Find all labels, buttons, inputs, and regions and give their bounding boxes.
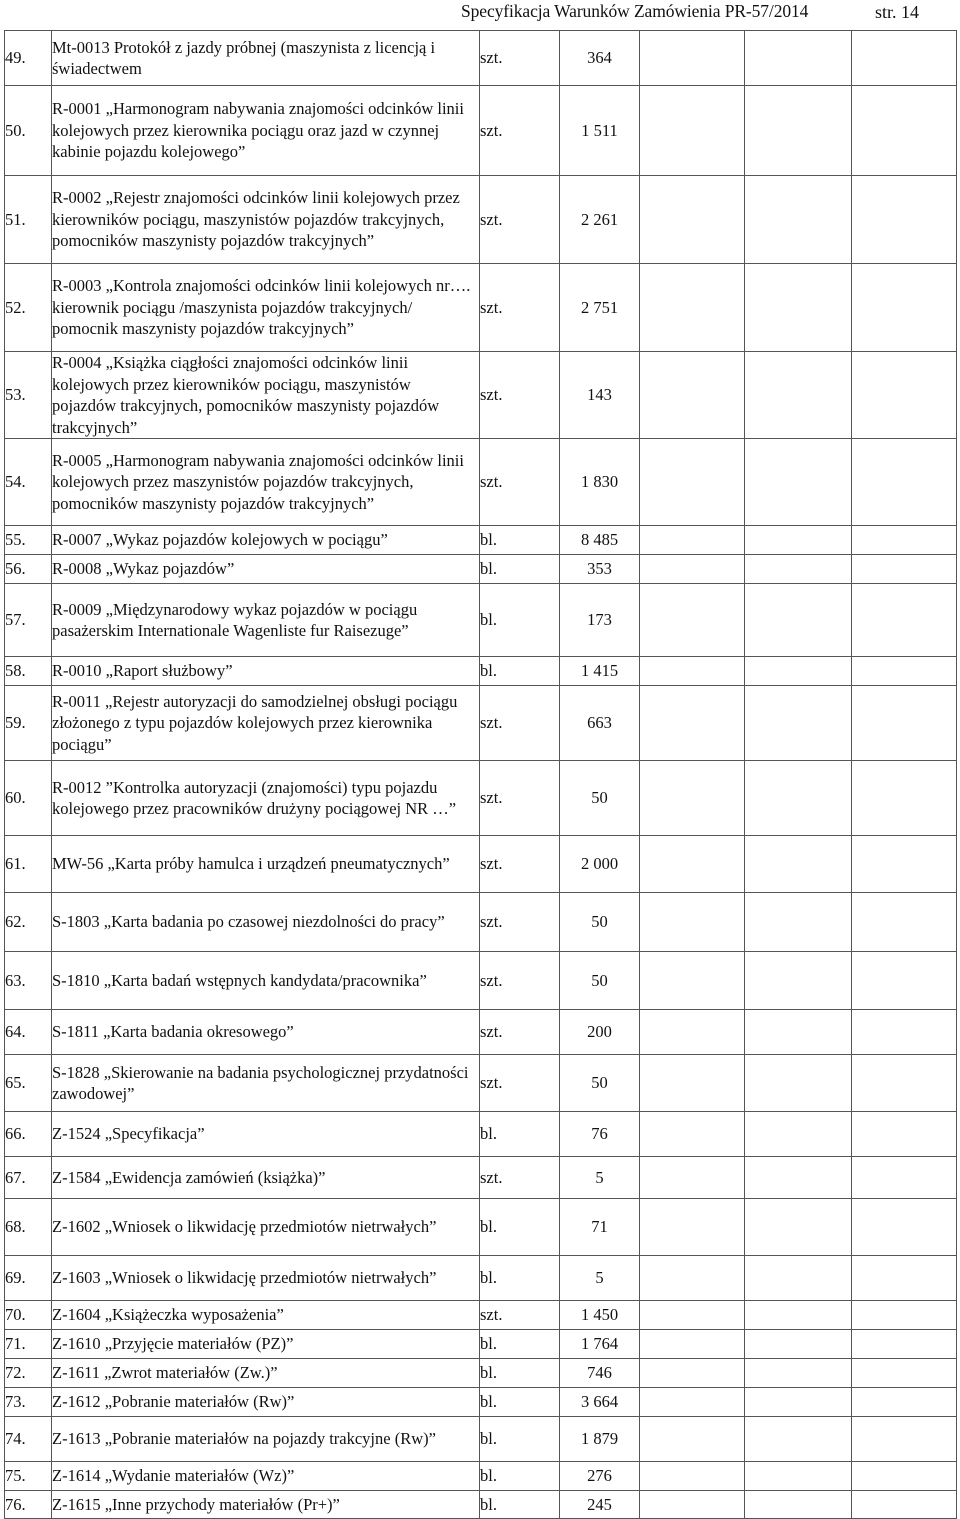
table-row — [5, 1055, 957, 1112]
item-number: 75. — [5, 1462, 52, 1491]
empty-cell — [745, 1491, 852, 1519]
item-name: R-0003 „Kontrola znajomości odcinków linii kolejowych nr…. kierownik pociągu /maszynista pojazdów trakcyjnych/ pomocnik maszynisty pojazdów trakcyjnych” — [52, 264, 480, 352]
empty-cell — [745, 686, 852, 761]
empty-cell — [745, 836, 852, 893]
item-quantity: 200 — [560, 1010, 640, 1055]
empty-cell — [745, 761, 852, 836]
item-quantity: 276 — [560, 1462, 640, 1491]
item-number: 58. — [5, 657, 52, 686]
empty-cell — [640, 761, 745, 836]
item-unit: bl. — [480, 657, 560, 686]
empty-cell — [852, 1359, 957, 1388]
table-row — [5, 439, 957, 526]
item-number: 66. — [5, 1112, 52, 1157]
empty-cell — [745, 952, 852, 1010]
table-row — [5, 1491, 957, 1519]
item-number: 59. — [5, 686, 52, 761]
item-name: Z-1524 „Specyfikacja” — [52, 1112, 480, 1157]
empty-cell — [745, 1388, 852, 1417]
item-unit: bl. — [480, 1199, 560, 1256]
empty-cell — [745, 1359, 852, 1388]
empty-cell — [640, 893, 745, 952]
item-unit: szt. — [480, 176, 560, 264]
empty-cell — [852, 1388, 957, 1417]
empty-cell — [640, 952, 745, 1010]
empty-cell — [640, 1010, 745, 1055]
item-unit: bl. — [480, 1330, 560, 1359]
table-row — [5, 352, 957, 439]
item-quantity: 1 450 — [560, 1301, 640, 1330]
empty-cell — [640, 1388, 745, 1417]
empty-cell — [745, 1199, 852, 1256]
empty-cell — [852, 1055, 957, 1112]
item-unit: bl. — [480, 1491, 560, 1519]
empty-cell — [640, 1199, 745, 1256]
item-unit: bl. — [480, 1359, 560, 1388]
item-unit: szt. — [480, 1010, 560, 1055]
empty-cell — [745, 555, 852, 584]
table-row — [5, 584, 957, 657]
empty-cell — [640, 657, 745, 686]
empty-cell — [745, 1055, 852, 1112]
empty-cell — [640, 555, 745, 584]
item-number: 68. — [5, 1199, 52, 1256]
empty-cell — [745, 657, 852, 686]
item-number: 60. — [5, 761, 52, 836]
empty-cell — [640, 86, 745, 176]
item-unit: bl. — [480, 584, 560, 657]
table-row — [5, 1112, 957, 1157]
empty-cell — [745, 264, 852, 352]
item-unit: szt. — [480, 439, 560, 526]
empty-cell — [745, 1301, 852, 1330]
item-name: R-0009 „Międzynarodowy wykaz pojazdów w pociągu pasażerskim Internationale Wagenliste fur Raisezuge” — [52, 584, 480, 657]
empty-cell — [852, 836, 957, 893]
empty-cell — [640, 1359, 745, 1388]
item-number: 65. — [5, 1055, 52, 1112]
table-row — [5, 1388, 957, 1417]
item-name: R-0008 „Wykaz pojazdów” — [52, 555, 480, 584]
empty-cell — [640, 836, 745, 893]
item-name: R-0001 „Harmonogram nabywania znajomości odcinków linii kolejowych przez kierownika pociągu oraz jazd w czynnej kabinie pojazdu kolejowego” — [52, 86, 480, 176]
item-number: 74. — [5, 1417, 52, 1462]
item-name: R-0005 „Harmonogram nabywania znajomości odcinków linii kolejowych przez maszynistów pojazdów trakcyjnych, pomocników maszynisty pojazdów trakcyjnych” — [52, 439, 480, 526]
table-row — [5, 1199, 957, 1256]
empty-cell — [852, 584, 957, 657]
empty-cell — [852, 31, 957, 86]
empty-cell — [745, 86, 852, 176]
empty-cell — [852, 1330, 957, 1359]
empty-cell — [852, 1256, 957, 1301]
empty-cell — [640, 439, 745, 526]
empty-cell — [640, 584, 745, 657]
empty-cell — [640, 1301, 745, 1330]
item-number: 53. — [5, 352, 52, 439]
item-name: Z-1614 „Wydanie materiałów (Wz)” — [52, 1462, 480, 1491]
empty-cell — [852, 893, 957, 952]
empty-cell — [852, 1462, 957, 1491]
item-quantity: 663 — [560, 686, 640, 761]
empty-cell — [852, 1301, 957, 1330]
empty-cell — [852, 526, 957, 555]
empty-cell — [745, 31, 852, 86]
item-quantity: 50 — [560, 952, 640, 1010]
item-name: Z-1615 „Inne przychody materiałów (Pr+)” — [52, 1491, 480, 1519]
item-unit: szt. — [480, 1301, 560, 1330]
item-quantity: 173 — [560, 584, 640, 657]
item-quantity: 245 — [560, 1491, 640, 1519]
empty-cell — [640, 686, 745, 761]
item-number: 69. — [5, 1256, 52, 1301]
empty-cell — [640, 526, 745, 555]
table-row — [5, 1330, 957, 1359]
item-unit: bl. — [480, 1256, 560, 1301]
item-quantity: 50 — [560, 893, 640, 952]
item-number: 57. — [5, 584, 52, 657]
item-name: R-0002 „Rejestr znajomości odcinków linii kolejowych przez kierowników pociągu, maszynistów pojazdów trakcyjnych, pomocników maszynisty pojazdów trakcyjnych” — [52, 176, 480, 264]
empty-cell — [640, 1157, 745, 1199]
item-name: R-0004 „Książka ciągłości znajomości odcinków linii kolejowych przez kierowników pociągu, maszynistów pojazdów trakcyjnych, pomocników maszynisty pojazdów trakcyjnych” — [52, 352, 480, 439]
item-name: S-1828 „Skierowanie na badania psychologicznej przydatności zawodowej” — [52, 1055, 480, 1112]
document-title: Specyfikacja Warunków Zamówienia PR-57/2014 — [461, 1, 809, 21]
item-quantity: 5 — [560, 1256, 640, 1301]
table-row — [5, 1359, 957, 1388]
empty-cell — [640, 31, 745, 86]
item-quantity: 3 664 — [560, 1388, 640, 1417]
item-name: Z-1612 „Pobranie materiałów (Rw)” — [52, 1388, 480, 1417]
item-number: 70. — [5, 1301, 52, 1330]
empty-cell — [640, 1417, 745, 1462]
item-quantity: 2 000 — [560, 836, 640, 893]
table-row — [5, 893, 957, 952]
table-row — [5, 264, 957, 352]
item-name: R-0012 ”Kontrolka autoryzacji (znajomości) typu pojazdu kolejowego przez pracowników drużyny pociągowej NR …” — [52, 761, 480, 836]
item-unit: szt. — [480, 1055, 560, 1112]
table-row — [5, 952, 957, 1010]
item-quantity: 143 — [560, 352, 640, 439]
page-number: str. 14 — [875, 2, 920, 22]
table-row — [5, 555, 957, 584]
item-quantity: 1 830 — [560, 439, 640, 526]
item-quantity: 1 879 — [560, 1417, 640, 1462]
empty-cell — [745, 1112, 852, 1157]
empty-cell — [745, 1330, 852, 1359]
item-unit: bl. — [480, 1462, 560, 1491]
specification-table — [4, 30, 957, 1519]
item-quantity: 2 751 — [560, 264, 640, 352]
item-number: 73. — [5, 1388, 52, 1417]
empty-cell — [745, 526, 852, 555]
item-name: S-1810 „Karta badań wstępnych kandydata/pracownika” — [52, 952, 480, 1010]
item-unit: szt. — [480, 352, 560, 439]
item-number: 62. — [5, 893, 52, 952]
item-number: 61. — [5, 836, 52, 893]
item-name: Z-1603 „Wniosek o likwidację przedmiotów nietrwałych” — [52, 1256, 480, 1301]
item-name: S-1811 „Karta badania okresowego” — [52, 1010, 480, 1055]
empty-cell — [640, 352, 745, 439]
table-row — [5, 1157, 957, 1199]
item-quantity: 1 511 — [560, 86, 640, 176]
item-name: S-1803 „Karta badania po czasowej niezdolności do pracy” — [52, 893, 480, 952]
item-unit: szt. — [480, 86, 560, 176]
empty-cell — [745, 439, 852, 526]
empty-cell — [852, 657, 957, 686]
table-row — [5, 1417, 957, 1462]
item-quantity: 364 — [560, 31, 640, 86]
item-number: 54. — [5, 439, 52, 526]
item-number: 50. — [5, 86, 52, 176]
empty-cell — [852, 176, 957, 264]
item-unit: bl. — [480, 1112, 560, 1157]
item-name: Mt-0013 Protokół z jazdy próbnej (maszynista z licencją i świadectwem — [52, 31, 480, 86]
item-number: 64. — [5, 1010, 52, 1055]
item-name: R-0011 „Rejestr autoryzacji do samodzielnej obsługi pociągu złożonego z typu pojazdów kolejowych przez kierownika pociągu” — [52, 686, 480, 761]
empty-cell — [640, 1055, 745, 1112]
empty-cell — [640, 1462, 745, 1491]
item-unit: bl. — [480, 526, 560, 555]
table-row — [5, 1462, 957, 1491]
item-number: 49. — [5, 31, 52, 86]
empty-cell — [745, 893, 852, 952]
empty-cell — [852, 952, 957, 1010]
item-name: MW-56 „Karta próby hamulca i urządzeń pneumatycznych” — [52, 836, 480, 893]
empty-cell — [852, 1199, 957, 1256]
table-row — [5, 86, 957, 176]
item-unit: szt. — [480, 1157, 560, 1199]
item-unit: szt. — [480, 31, 560, 86]
item-number: 52. — [5, 264, 52, 352]
item-unit: szt. — [480, 761, 560, 836]
empty-cell — [852, 352, 957, 439]
item-unit: szt. — [480, 836, 560, 893]
item-unit: bl. — [480, 555, 560, 584]
empty-cell — [640, 264, 745, 352]
item-number: 71. — [5, 1330, 52, 1359]
item-number: 55. — [5, 526, 52, 555]
table-row — [5, 176, 957, 264]
empty-cell — [745, 1462, 852, 1491]
empty-cell — [745, 584, 852, 657]
page-header — [0, 0, 960, 30]
table-row — [5, 657, 957, 686]
item-number: 67. — [5, 1157, 52, 1199]
empty-cell — [852, 1417, 957, 1462]
item-quantity: 1 415 — [560, 657, 640, 686]
item-name: Z-1604 „Książeczka wyposażenia” — [52, 1301, 480, 1330]
empty-cell — [640, 1491, 745, 1519]
item-quantity: 71 — [560, 1199, 640, 1256]
item-number: 76. — [5, 1491, 52, 1519]
empty-cell — [640, 1256, 745, 1301]
empty-cell — [640, 1112, 745, 1157]
item-quantity: 76 — [560, 1112, 640, 1157]
table-row — [5, 686, 957, 761]
item-quantity: 2 261 — [560, 176, 640, 264]
empty-cell — [852, 555, 957, 584]
item-quantity: 353 — [560, 555, 640, 584]
empty-cell — [852, 686, 957, 761]
item-unit: szt. — [480, 952, 560, 1010]
empty-cell — [852, 1010, 957, 1055]
empty-cell — [640, 176, 745, 264]
empty-cell — [852, 761, 957, 836]
empty-cell — [852, 86, 957, 176]
item-name: Z-1602 „Wniosek o likwidację przedmiotów nietrwałych” — [52, 1199, 480, 1256]
table-row — [5, 1010, 957, 1055]
empty-cell — [745, 1417, 852, 1462]
table-row — [5, 836, 957, 893]
item-number: 72. — [5, 1359, 52, 1388]
item-name: Z-1613 „Pobranie materiałów na pojazdy trakcyjne (Rw)” — [52, 1417, 480, 1462]
table-row — [5, 761, 957, 836]
empty-cell — [745, 352, 852, 439]
table-row — [5, 1301, 957, 1330]
item-number: 56. — [5, 555, 52, 584]
empty-cell — [852, 1491, 957, 1519]
item-name: Z-1584 „Ewidencja zamówień (książka)” — [52, 1157, 480, 1199]
item-unit: bl. — [480, 1417, 560, 1462]
item-quantity: 8 485 — [560, 526, 640, 555]
empty-cell — [745, 176, 852, 264]
empty-cell — [745, 1256, 852, 1301]
item-quantity: 50 — [560, 1055, 640, 1112]
table-row — [5, 526, 957, 555]
item-unit: szt. — [480, 264, 560, 352]
table-row — [5, 31, 957, 86]
item-name: Z-1610 „Przyjęcie materiałów (PZ)” — [52, 1330, 480, 1359]
empty-cell — [745, 1010, 852, 1055]
empty-cell — [640, 1330, 745, 1359]
item-number: 51. — [5, 176, 52, 264]
item-name: Z-1611 „Zwrot materiałów (Zw.)” — [52, 1359, 480, 1388]
item-unit: bl. — [480, 1388, 560, 1417]
empty-cell — [745, 1157, 852, 1199]
empty-cell — [852, 1112, 957, 1157]
item-number: 63. — [5, 952, 52, 1010]
table-row — [5, 1256, 957, 1301]
item-quantity: 5 — [560, 1157, 640, 1199]
item-unit: szt. — [480, 893, 560, 952]
empty-cell — [852, 439, 957, 526]
item-name: R-0007 „Wykaz pojazdów kolejowych w pociągu” — [52, 526, 480, 555]
item-quantity: 1 764 — [560, 1330, 640, 1359]
empty-cell — [852, 264, 957, 352]
item-quantity: 746 — [560, 1359, 640, 1388]
item-unit: szt. — [480, 686, 560, 761]
item-name: R-0010 „Raport służbowy” — [52, 657, 480, 686]
empty-cell — [852, 1157, 957, 1199]
item-quantity: 50 — [560, 761, 640, 836]
